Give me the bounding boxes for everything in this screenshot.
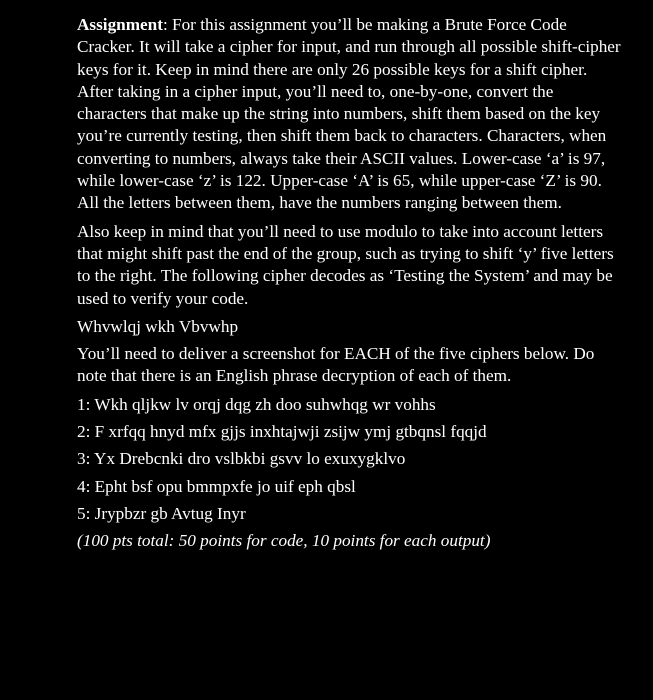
cipher-item-5: 5: Jrypbzr gb Avtug Inyr (77, 503, 246, 523)
cipher-list (77, 394, 622, 525)
modulo-paragraph: Also keep in mind that you’ll need to use modulo to take into account letters that might shift past the end of the group, such as trying to shift ‘y’ five letters to the right. The following cipher decodes as ‘Testing the System’ and may be used to verify your code. (77, 221, 614, 308)
cipher-item-2: 2: F xrfqq hnyd mfx gjjs inxhtajwji zsijw ymj gtbqnsl fqqjd (77, 422, 487, 442)
deliver-paragraph: You’ll need to deliver a screenshot for EACH of the five ciphers below. Do note that there is an English phrase decryption of each of them. (77, 344, 595, 386)
assignment-document (77, 14, 622, 553)
test-cipher: Whvwlqj wkh Vbvwhp (77, 316, 239, 336)
assignment-label: Assignment (77, 15, 163, 34)
intro-text: : For this assignment you’ll be making a Brute Force Code Cracker. It will take a cipher for input, and run through all possible shift-cipher keys for it. Keep in mind there are only 26 possible keys for a shift cipher. After taking in a cipher input, you’ll need to, one-by-one, convert the characters that make up the string into numbers, shift them based on the key you’re currently testing, then shift them back to characters. Characters, when converting to numbers, always take their ASCII values. Lower-case ‘a’ is 97, while lower-case ‘z’ is 122. Upper-case ‘A’ is 65, while upper-case ‘Z’ is 90. All the letters between them, have the numbers ranging between them. (77, 15, 621, 213)
cipher-item-4: 4: Epht bsf opu bmmpxfe jo uif eph qbsl (77, 476, 356, 496)
cipher-item-1: 1: Wkh qljkw lv orqj dqg zh doo suhwhqg wr vohhs (77, 394, 436, 414)
points-note: (100 pts total: 50 points for code, 10 points for each output) (77, 531, 491, 551)
intro-paragraph (77, 14, 622, 215)
cipher-item-3: 3: Yx Drebcnki dro vslbkbi gsvv lo exuxygklvo (77, 449, 406, 469)
